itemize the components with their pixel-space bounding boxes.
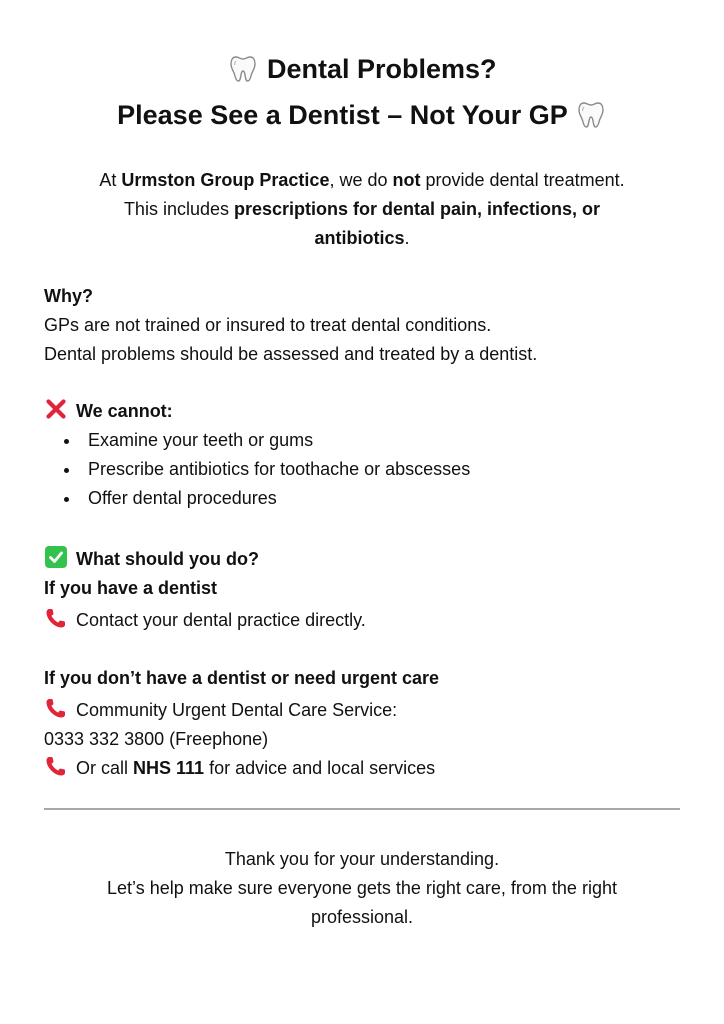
divider (44, 808, 680, 810)
urgent-care-section (44, 664, 684, 783)
intro-line-2 (40, 195, 684, 224)
what-to-do-section (44, 545, 684, 635)
have-dentist-text: Contact your dental practice directly. (76, 610, 366, 630)
intro-text: This includes (123, 199, 234, 219)
what-to-do-heading-text: What should you do? (76, 549, 259, 569)
intro-text: . (404, 228, 410, 248)
why-heading: Why? (44, 286, 93, 306)
intro-emphasis: not (392, 170, 421, 190)
why-line-2: Dental problems should be assessed and treated by a dentist. (44, 344, 538, 364)
telephone-receiver-icon (44, 606, 68, 630)
cannot-heading (44, 397, 684, 426)
list-item-text: Prescribe antibiotics for toothache or abscesses (88, 459, 471, 479)
no-dentist-heading: If you don’t have a dentist or need urgent care (44, 668, 440, 688)
nhs-111-line (44, 754, 684, 783)
why-section (44, 282, 684, 369)
title-line-1 (0, 52, 724, 85)
tooth-icon (227, 52, 259, 84)
bullet-icon (64, 497, 69, 502)
intro-line-1 (40, 166, 684, 195)
closing-line-2: Let’s help make sure everyone gets the right care, from the right (107, 878, 617, 898)
list-item (44, 426, 684, 455)
cannot-list (44, 426, 684, 513)
list-item (44, 455, 684, 484)
why-line-1: GPs are not trained or insured to treat dental conditions. (44, 315, 492, 335)
tooth-icon (575, 98, 607, 130)
what-to-do-heading (44, 545, 684, 574)
urgent-service-text: Community Urgent Dental Care Service: (76, 700, 398, 720)
list-item-text: Offer dental procedures (88, 488, 277, 508)
cannot-section (44, 397, 684, 513)
title-line-1-text: Dental Problems? (266, 54, 497, 84)
telephone-receiver-icon (44, 696, 68, 720)
intro-emphasis: prescriptions for dental pain, infections, or (234, 199, 601, 219)
intro-text: provide dental treatment. (420, 170, 625, 190)
urgent-service-line (44, 696, 684, 725)
closing-message (40, 845, 684, 932)
intro-paragraph (40, 166, 684, 253)
urgent-service-phone: 0333 332 3800 (Freephone) (44, 729, 269, 749)
check-mark-icon (44, 545, 68, 569)
intro-line-3 (40, 224, 684, 253)
bullet-icon (64, 468, 69, 473)
closing-line-1: Thank you for your understanding. (224, 849, 500, 869)
intro-text: , we do (329, 170, 393, 190)
intro-emphasis: antibiotics (314, 228, 405, 248)
cross-mark-icon (44, 397, 68, 421)
list-item-text: Examine your teeth or gums (88, 430, 314, 450)
title-line-2-text: Please See a Dentist – Not Your GP (117, 100, 568, 130)
nhs-text: for advice and local services (204, 758, 436, 778)
closing-line-3: professional. (310, 907, 414, 927)
nhs-text: Or call (76, 758, 134, 778)
title-line-2 (0, 98, 724, 131)
list-item (44, 484, 684, 513)
have-dentist-heading: If you have a dentist (44, 578, 218, 598)
cannot-heading-text: We cannot: (76, 401, 173, 421)
have-dentist-line (44, 606, 684, 635)
bullet-icon (64, 439, 69, 444)
telephone-receiver-icon (44, 754, 68, 778)
nhs-111: NHS 111 (133, 758, 205, 778)
practice-name: Urmston Group Practice (121, 170, 330, 190)
intro-text: At (99, 170, 122, 190)
